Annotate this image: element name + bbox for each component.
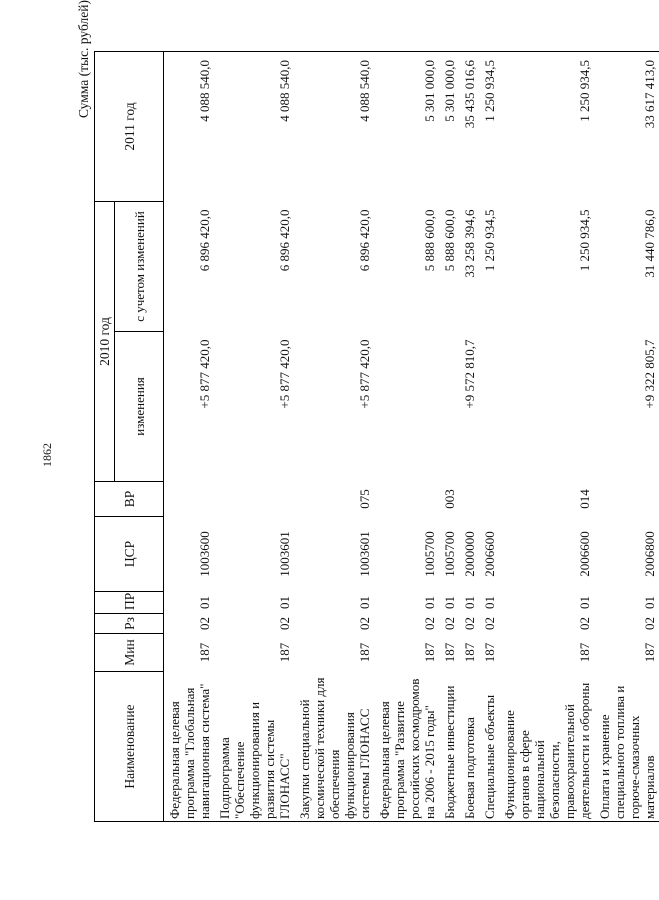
row-with-changes: 33 258 394,6 xyxy=(462,209,477,278)
table-body xyxy=(164,52,659,822)
row-with-changes: 6 896 420,0 xyxy=(197,209,212,272)
row-name: Федеральная целевая программа "Глобальная навигационная система" xyxy=(164,672,215,822)
table-row xyxy=(294,52,374,822)
header-vr: ВР xyxy=(95,482,164,517)
row-csr: 1005700 xyxy=(442,531,457,577)
row-name: Подпрограмма "Обеспечение функционирования и развития системы ГЛОНАСС" xyxy=(214,672,294,822)
row-name: Закупки специальной космической техники для обеспечения функционирования системы ГЛОНАСС xyxy=(294,672,374,822)
table-row xyxy=(439,52,459,822)
row-pr: 01 xyxy=(462,596,477,609)
row-with-changes: 6 896 420,0 xyxy=(277,209,292,272)
row-2011: 35 435 016,6 xyxy=(459,52,479,202)
header-rz: Рз xyxy=(95,614,164,634)
header-year-2011: 2011 год xyxy=(95,52,164,202)
table-row xyxy=(164,52,215,822)
row-2011: 5 301 000,0 xyxy=(439,52,459,202)
header-pr: ПР xyxy=(95,592,164,614)
row-rz: 02 xyxy=(357,617,372,630)
row-rz: 02 xyxy=(462,617,477,630)
budget-table xyxy=(94,51,659,822)
row-name: Федеральная целевая программа "Развитие российских космодромов на 2006 - 2015 годы" xyxy=(374,672,439,822)
row-2011: 4 088 540,0 xyxy=(294,52,374,202)
row-min: 187 xyxy=(422,642,437,663)
row-with-changes: 5 888 600,0 xyxy=(422,209,437,272)
row-vr xyxy=(374,482,439,517)
row-with-changes: 6 896 420,0 xyxy=(357,209,372,272)
header-name: Наименование xyxy=(95,672,164,822)
row-csr: 1003601 xyxy=(277,531,292,577)
row-2011: 1 250 934,5 xyxy=(479,52,499,202)
row-vr xyxy=(479,482,499,517)
table-row xyxy=(499,52,594,822)
row-csr: 2000000 xyxy=(462,531,477,577)
row-with-changes: 1 250 934,5 xyxy=(577,209,592,272)
row-vr: 003 xyxy=(442,489,457,509)
row-change: +9 322 805,7 xyxy=(642,339,657,409)
row-with-changes: 1 250 934,5 xyxy=(482,209,497,272)
row-rz: 02 xyxy=(642,617,657,630)
row-change xyxy=(499,332,594,482)
row-with-changes: 5 888 600,0 xyxy=(442,209,457,272)
row-name: Бюджетные инвестиции xyxy=(439,672,459,822)
row-change xyxy=(479,332,499,482)
row-name: Специальные объекты xyxy=(479,672,499,822)
row-csr: 1003600 xyxy=(197,531,212,577)
row-change: +5 877 420,0 xyxy=(197,339,212,409)
row-with-changes: 31 440 786,0 xyxy=(642,209,657,278)
row-rz: 02 xyxy=(422,617,437,630)
row-name: Оплата и хранение специального топлива и горюче-смазочных материалов xyxy=(594,672,659,822)
row-change xyxy=(439,332,459,482)
row-csr: 1005700 xyxy=(422,531,437,577)
row-change: +5 877 420,0 xyxy=(277,339,292,409)
row-name: Боевая подготовка xyxy=(459,672,479,822)
row-change: +9 572 810,7 xyxy=(462,339,477,409)
page-number: 1862 xyxy=(40,443,54,467)
row-pr: 01 xyxy=(197,596,212,609)
row-2011: 4 088 540,0 xyxy=(214,52,294,202)
row-rz: 02 xyxy=(197,617,212,630)
row-change xyxy=(374,332,439,482)
row-min: 187 xyxy=(642,642,657,663)
row-min: 187 xyxy=(442,642,457,663)
row-min: 187 xyxy=(277,642,292,663)
row-rz: 02 xyxy=(277,617,292,630)
table-row xyxy=(479,52,499,822)
header-year-2010: 2010 год xyxy=(95,202,115,482)
row-min: 187 xyxy=(462,642,477,663)
header-changes: изменения xyxy=(115,332,164,482)
row-csr: 1003601 xyxy=(357,531,372,577)
row-min: 187 xyxy=(577,642,592,663)
row-csr: 2006600 xyxy=(482,531,497,577)
row-vr xyxy=(164,482,215,517)
row-min: 187 xyxy=(197,642,212,663)
units-note: Сумма (тыс. рублей) xyxy=(76,0,91,118)
table-row xyxy=(214,52,294,822)
row-min: 187 xyxy=(482,642,497,663)
row-pr: 01 xyxy=(577,596,592,609)
row-pr: 01 xyxy=(442,596,457,609)
row-csr: 2006600 xyxy=(577,531,592,577)
row-2011: 5 301 000,0 xyxy=(374,52,439,202)
row-pr: 01 xyxy=(422,596,437,609)
row-vr: 075 xyxy=(357,489,372,509)
header-csr: ЦСР xyxy=(95,517,164,592)
row-pr: 01 xyxy=(642,596,657,609)
row-pr: 01 xyxy=(277,596,292,609)
row-pr: 01 xyxy=(482,596,497,609)
row-csr: 2006800 xyxy=(642,531,657,577)
row-2011: 4 088 540,0 xyxy=(164,52,215,202)
table-row xyxy=(374,52,439,822)
row-2011: 33 617 413,0 xyxy=(594,52,659,202)
row-vr xyxy=(594,482,659,517)
row-name: Функционирование органов в сфере национальной безопасности, правоохранительной деятельности и обороны xyxy=(499,672,594,822)
header-with-changes: с учетом изменений xyxy=(115,202,164,332)
row-vr: 014 xyxy=(577,489,592,509)
table-row xyxy=(594,52,659,822)
row-change: +5 877 420,0 xyxy=(357,339,372,409)
row-vr xyxy=(459,482,479,517)
row-2011: 1 250 934,5 xyxy=(499,52,594,202)
table-row xyxy=(459,52,479,822)
row-rz: 02 xyxy=(482,617,497,630)
row-pr: 01 xyxy=(357,596,372,609)
row-rz: 02 xyxy=(577,617,592,630)
header-min: Мин xyxy=(95,634,164,672)
table-header xyxy=(95,52,164,822)
row-rz: 02 xyxy=(442,617,457,630)
row-vr xyxy=(214,482,294,517)
row-min: 187 xyxy=(357,642,372,663)
